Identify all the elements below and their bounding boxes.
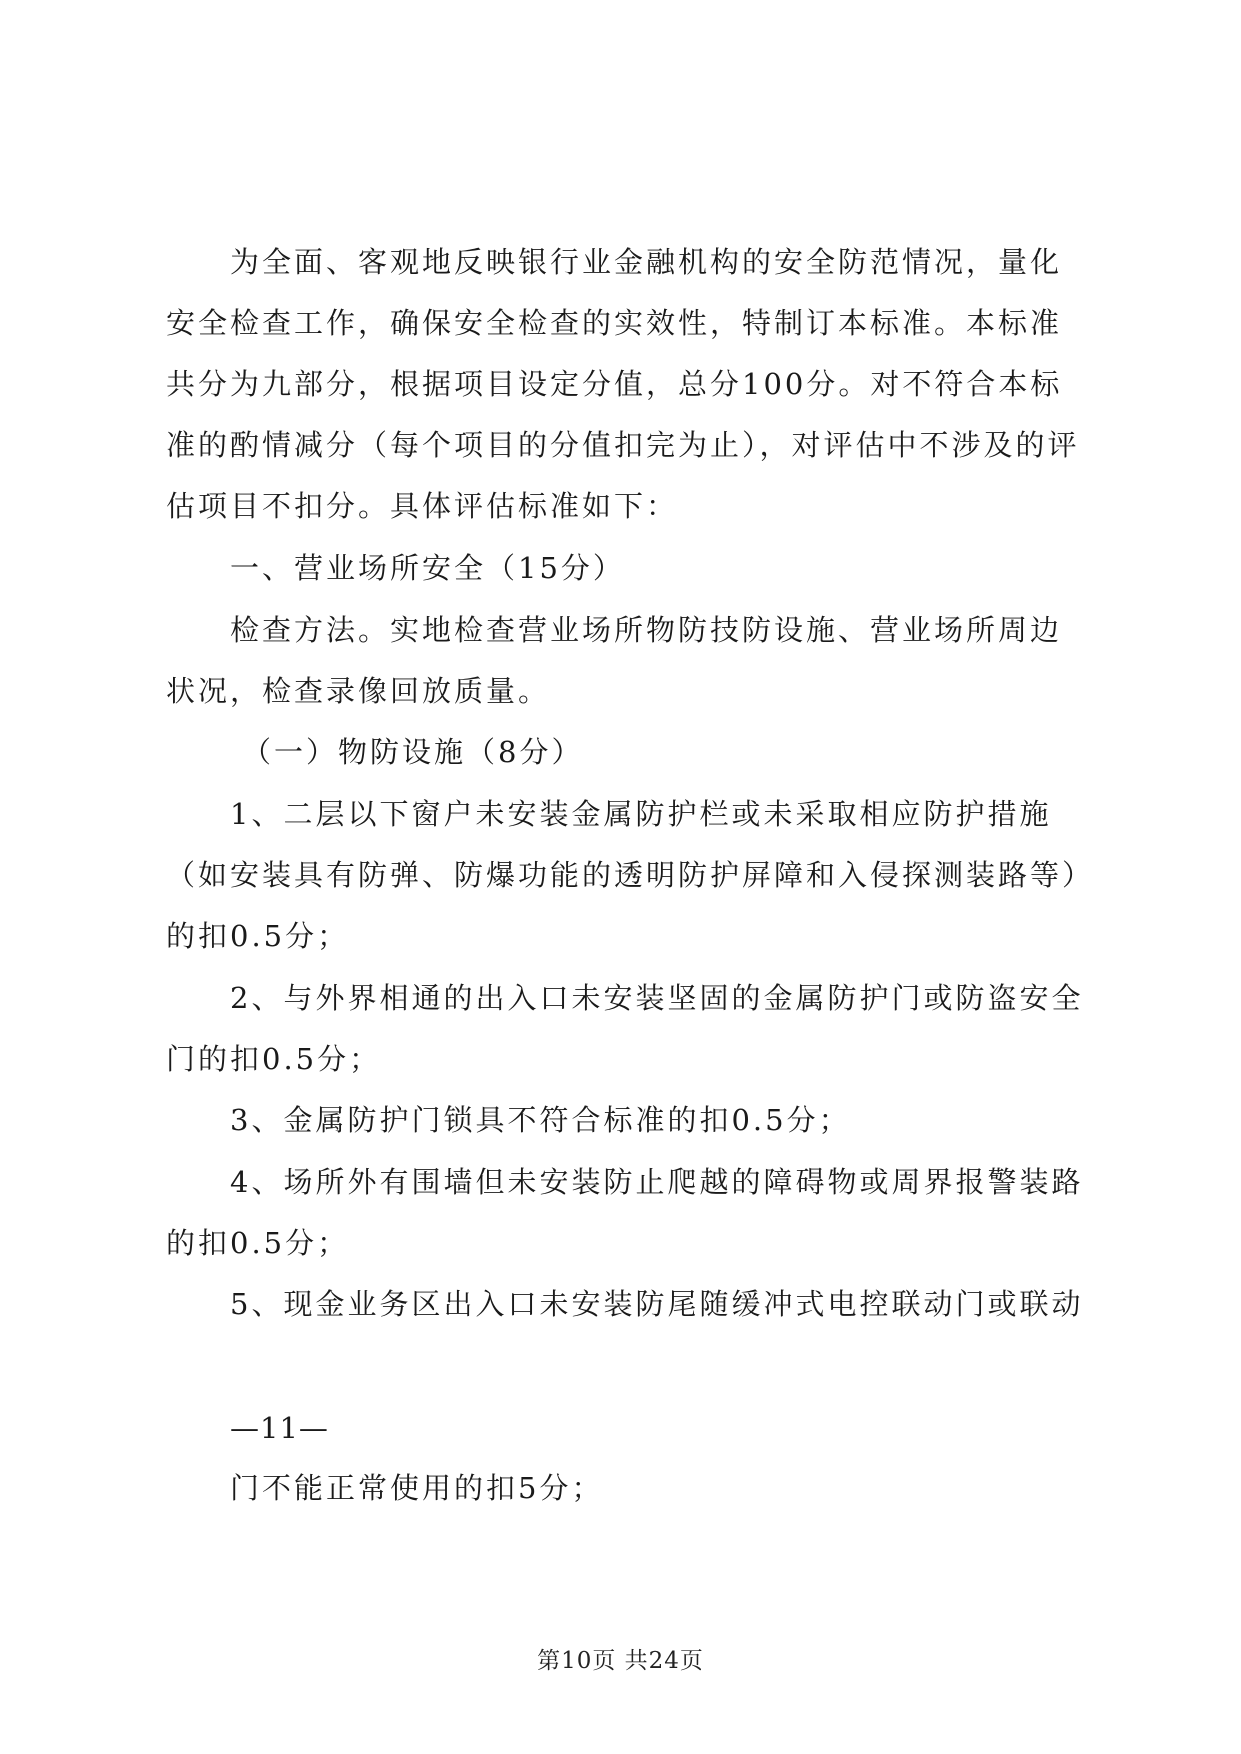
inline-page-number: —11—: [230, 1411, 329, 1445]
subsection-heading: （一）物防设施（8分）: [242, 735, 584, 769]
item-3: 3、金属防护门锁具不符合标准的扣0.5分；: [230, 1103, 851, 1137]
item-5: 5、现金业务区出入口未安装防尾随缓冲式电控联动门或联动: [230, 1287, 1084, 1321]
intro-paragraph: 为全面、客观地反映银行业金融机构的安全防范情况，量化安全检查工作，确保安全检查的实效性，特制订本标准。本标准共分为九部分，根据项目设定分值，总分100分。对不符合本标准的酌情减分（每个项目的分值扣完为止），对评估中不涉及的评估项目不扣分。具体评估标准如下：: [166, 245, 1080, 523]
item-2: 2、与外界相通的出入口未安装坚固的金属防护门或防盗安全门的扣0.5分；: [166, 981, 1084, 1076]
item-1: 1、二层以下窗户未安装金属防护栏或未采取相应防护措施（如安装具有防弹、防爆功能的透明防护屏障和入侵探测装路等）的扣0.5分；: [166, 797, 1080, 953]
page-footer: 第10页 共24页: [537, 1648, 704, 1674]
section-heading: 一、营业场所安全（15分）: [230, 551, 625, 585]
item-4: 4、场所外有围墙但未安装防止爬越的障碍物或周界报警装路的扣0.5分；: [166, 1165, 1084, 1260]
method-paragraph: 检查方法。实地检查营业场所物防技防设施、营业场所周边状况，检查录像回放质量。: [166, 613, 1063, 708]
item-5-continued: 门不能正常使用的扣5分；: [230, 1471, 604, 1505]
